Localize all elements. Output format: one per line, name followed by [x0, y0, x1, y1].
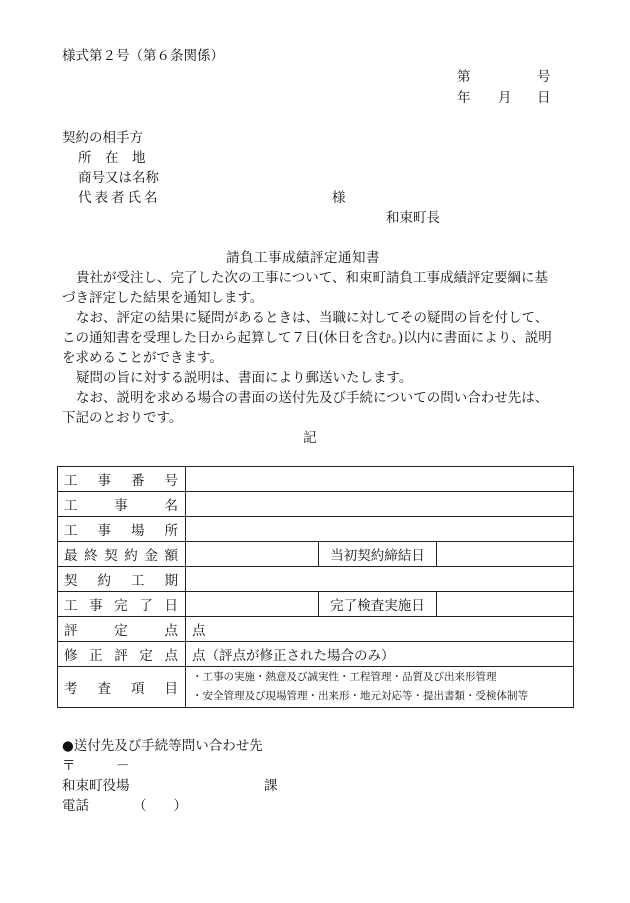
review-items-label: 考査項目 [58, 667, 186, 708]
initial-date-value [437, 542, 574, 567]
work-location-value [186, 517, 574, 542]
counterparty-heading: 契約の相手方 [62, 130, 143, 146]
score-label: 評定点 [58, 617, 186, 642]
date-day: 日 [537, 90, 551, 106]
table-row [58, 592, 574, 617]
review-items [186, 667, 574, 708]
phone-paren: （ ） [133, 798, 187, 814]
final-amount-label: 最終契約金額 [58, 542, 186, 567]
revised-score-note: 点（評点が修正された場合のみ） [186, 642, 574, 667]
table-row [58, 567, 574, 592]
paragraph-1: 貴社が受注し、完了した次の工事について、和束町請負工事成績評定要綱に基づき評定した結果を通知します。 [62, 270, 548, 306]
paragraph-4: なお、説明を求める場合の書面の送付先及び手続についての問い合わせ先は、下記のとおりです。 [62, 390, 549, 426]
table-row [58, 467, 574, 492]
completion-label: 工事完了日 [58, 592, 186, 617]
office-name: 和束町役場 [62, 778, 130, 794]
work-number-label: 工事番号 [58, 467, 186, 492]
address-label: 所 在 地 [78, 150, 146, 166]
doc-number-prefix: 第 [457, 69, 471, 85]
revised-score-label: 修正評定点 [58, 642, 186, 667]
table-row [58, 667, 574, 708]
table-row [58, 617, 574, 642]
table-row [58, 542, 574, 567]
work-name-value [186, 492, 574, 517]
review-item: ・安全管理及び現場管理・出来形・地元対応等・提出書類・受検体制等 [192, 690, 528, 702]
honorific: 様 [332, 190, 346, 206]
date-year: 年 [457, 90, 471, 106]
inspection-date-value [437, 592, 574, 617]
section-label: 課 [264, 778, 278, 794]
phone-label: 電話 [62, 798, 89, 814]
form-number: 様式第２号（第６条関係） [62, 48, 224, 64]
company-label: 商号又は名称 [78, 170, 159, 186]
doc-number-suffix: 号 [537, 69, 551, 85]
initial-date-label: 当初契約締結日 [319, 542, 437, 567]
postal-code: 〒 － [62, 758, 130, 774]
contact-heading: ●送付先及び手続等問い合わせ先 [62, 738, 263, 754]
date-month: 月 [498, 90, 512, 106]
table-row [58, 492, 574, 517]
ki-label: 記 [303, 430, 317, 446]
work-number-value [186, 467, 574, 492]
final-amount-value [186, 542, 319, 567]
sender: 和束町長 [386, 210, 440, 226]
inspection-date-label: 完了検査実施日 [319, 592, 437, 617]
work-name-label: 工事名 [58, 492, 186, 517]
record-table [57, 466, 574, 708]
representative-label: 代表者氏名 [78, 190, 161, 206]
score-unit: 点 [186, 617, 574, 642]
completion-value [186, 592, 319, 617]
work-location-label: 工事場所 [58, 517, 186, 542]
paragraph-2: なお、評定の結果に疑問があるときは、当職に対してその疑問の旨を付して、この通知書を受理した日から起算して７日(休日を含む。)以内に書面により、説明を求めることができます。 [62, 310, 552, 366]
review-item: ・工事の実施・熱意及び誠実性・工程管理・品質及び出来形管理 [192, 671, 497, 683]
document-title: 請負工事成績評定通知書 [226, 250, 380, 266]
period-label: 契約工期 [58, 567, 186, 592]
body-text [62, 268, 561, 428]
table-row [58, 642, 574, 667]
period-value [186, 567, 574, 592]
table-row [58, 517, 574, 542]
paragraph-3: 疑問の旨に対する説明は、書面により郵送いたします。 [76, 370, 413, 386]
